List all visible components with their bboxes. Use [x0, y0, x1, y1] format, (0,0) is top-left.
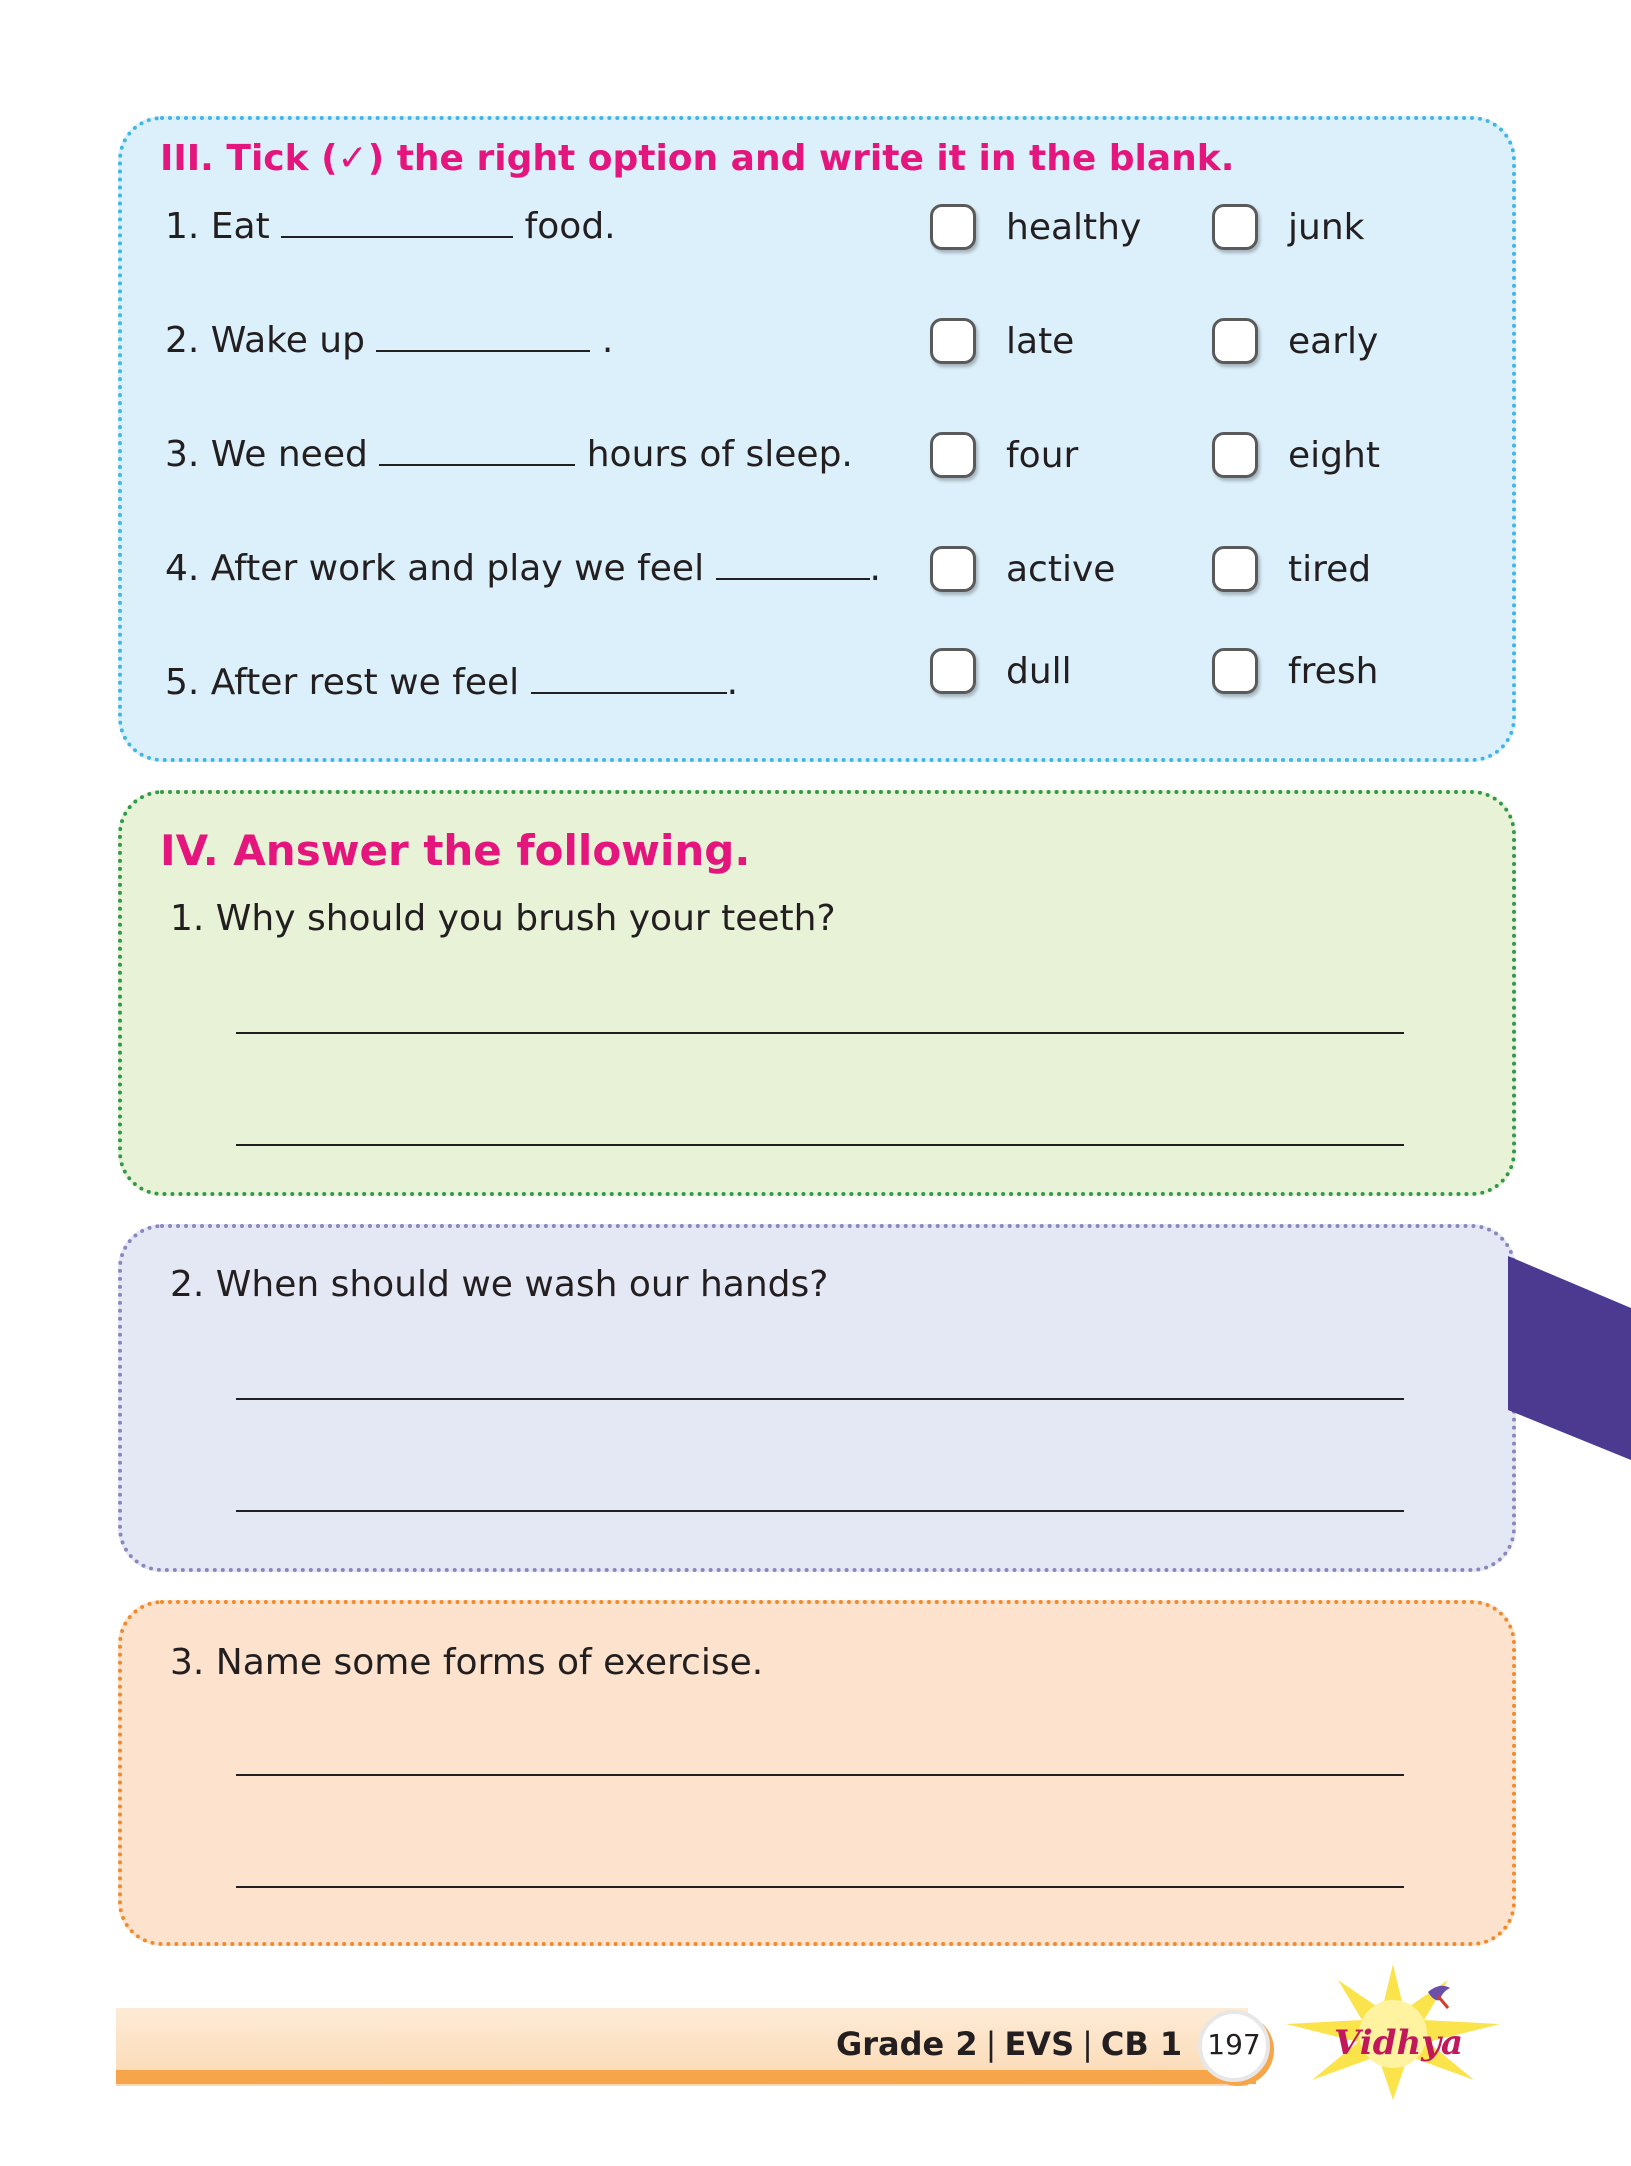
- section-4-heading: IV. Answer the following.: [160, 826, 751, 875]
- option-label: dull: [1006, 650, 1072, 692]
- question-text-start: 3. We need: [165, 434, 380, 475]
- answer-blank[interactable]: [716, 542, 870, 580]
- option-junk[interactable]: [1212, 200, 1364, 254]
- book-label: CB 1: [1100, 2025, 1183, 2063]
- option-label: fresh: [1288, 650, 1379, 692]
- option-label: early: [1288, 320, 1379, 362]
- option-label: eight: [1288, 434, 1380, 476]
- question-text-end: food.: [513, 206, 616, 247]
- question-text-start: 4. After work and play we feel: [165, 548, 716, 589]
- option-label: four: [1006, 434, 1079, 476]
- answer-line[interactable]: [236, 1886, 1404, 1888]
- checkbox[interactable]: [930, 432, 976, 478]
- option-label: active: [1006, 548, 1116, 590]
- question-2: 2. When should we wash our hands?: [170, 1264, 829, 1305]
- answer-line[interactable]: [236, 1510, 1404, 1512]
- option-label: tired: [1288, 548, 1372, 590]
- option-label: junk: [1288, 206, 1365, 248]
- checkbox[interactable]: [1212, 204, 1258, 250]
- option-label: healthy: [1006, 206, 1142, 248]
- separator: |: [1082, 2025, 1093, 2063]
- separator: |: [985, 2025, 997, 2063]
- tick-question-2: [0, 314, 1631, 384]
- option-four[interactable]: [930, 428, 1078, 482]
- answer-line[interactable]: [236, 1144, 1404, 1146]
- option-label: late: [1006, 320, 1075, 362]
- question-text-start: 1. Eat: [165, 206, 282, 247]
- grade-label: Grade 2: [836, 2025, 978, 2063]
- answer-blank[interactable]: [376, 314, 590, 352]
- answer-blank[interactable]: [531, 656, 727, 694]
- footer-stripe: [116, 2070, 1256, 2084]
- answer-blank[interactable]: [281, 200, 513, 238]
- question-text-end: hours of sleep.: [575, 434, 853, 475]
- subject-label: EVS: [1004, 2025, 1075, 2063]
- question-text-start: 5. After rest we feel: [165, 662, 531, 703]
- option-fresh[interactable]: [1212, 644, 1378, 698]
- page-number: 197: [1207, 2028, 1261, 2061]
- question-text-start: 2. Wake up: [165, 320, 377, 361]
- answer-line[interactable]: [236, 1774, 1404, 1776]
- checkbox[interactable]: [930, 546, 976, 592]
- option-eight[interactable]: [1212, 428, 1380, 482]
- question-3: 3. Name some forms of exercise.: [170, 1642, 764, 1683]
- answer-line[interactable]: [236, 1398, 1404, 1400]
- checkbox[interactable]: [930, 318, 976, 364]
- footer-text: [836, 2025, 1182, 2063]
- checkbox[interactable]: [930, 204, 976, 250]
- tick-question-1: [0, 200, 1631, 270]
- answer-blank[interactable]: [379, 428, 575, 466]
- checkbox[interactable]: [1212, 432, 1258, 478]
- option-dull[interactable]: [930, 644, 1072, 698]
- section-3-heading: III. Tick (✓) the right option and write it in the blank.: [160, 138, 1235, 179]
- logo-text: Vidhya: [1334, 2023, 1463, 2063]
- tick-question-4: [0, 542, 1631, 612]
- vidhya-logo: [1278, 1962, 1508, 2102]
- option-early[interactable]: [1212, 314, 1378, 368]
- option-active[interactable]: [930, 542, 1115, 596]
- checkbox[interactable]: [930, 648, 976, 694]
- checkbox[interactable]: [1212, 648, 1258, 694]
- checkbox[interactable]: [1212, 546, 1258, 592]
- purple-tab-decoration: [1508, 1256, 1631, 1460]
- question-1: 1. Why should you brush your teeth?: [170, 898, 836, 939]
- checkbox[interactable]: [1212, 318, 1258, 364]
- option-late[interactable]: [930, 314, 1074, 368]
- page-number-badge: [1198, 2010, 1270, 2082]
- option-tired[interactable]: [1212, 542, 1371, 596]
- tick-question-3: [0, 428, 1631, 498]
- tick-question-5: [0, 650, 1631, 726]
- option-healthy[interactable]: [930, 200, 1141, 254]
- question-text-end: .: [590, 320, 614, 361]
- question-text-end: .: [869, 548, 881, 589]
- question-text-end: .: [726, 662, 739, 703]
- answer-line[interactable]: [236, 1032, 1404, 1034]
